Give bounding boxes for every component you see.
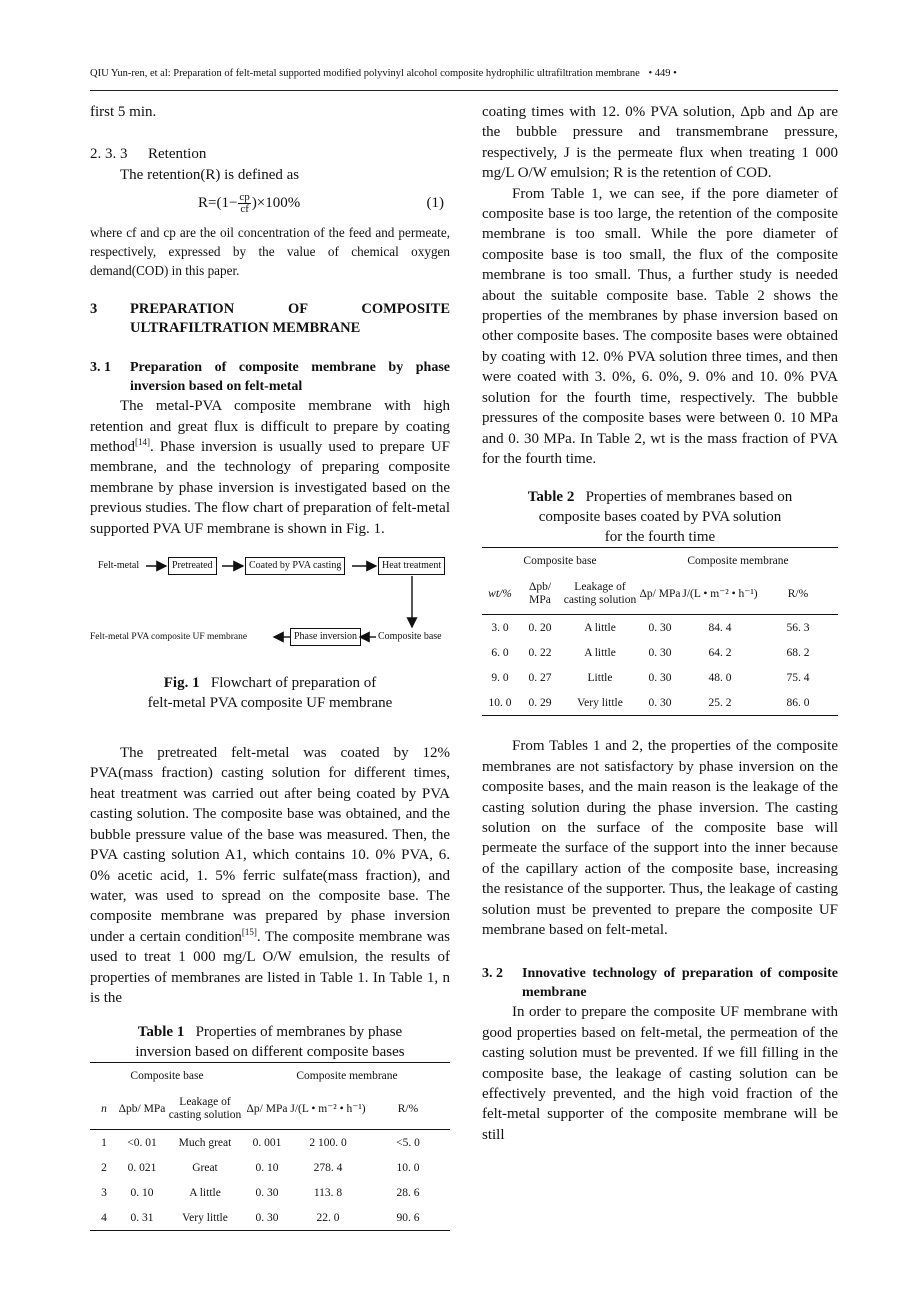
table-cell: 10. 0 <box>396 1161 420 1174</box>
column-header: Leakage of casting solution <box>563 581 637 607</box>
section-title: Retention <box>148 146 207 163</box>
text-run: . Phase inversion is usually used to prepare UF membrane, and the technology of preparing composite membrane by phase inversion is investigated based on the previous studies. The flow chart of preparation of felt-metal supported PVA UF membrane is shown in Fig. 1. <box>90 439 450 537</box>
table-cell: <0. 01 <box>127 1136 157 1149</box>
text-run: The metal-PVA composite membrane with high retention and great flux is difficult to prepare by coating method <box>90 398 450 456</box>
section-number: 3. 2 <box>482 966 503 982</box>
paragraph-retention-def: The retention(R) is defined as <box>120 166 300 183</box>
table-cell: A little <box>584 646 616 659</box>
citation: [14] <box>135 437 150 448</box>
equation-1 <box>90 187 450 219</box>
table-cell: 64. 2 <box>708 646 732 659</box>
paragraph-tables-1-2: From Tables 1 and 2, the properties of the composite membranes are not satisfactory by phase inversion on the composite bases, and the main reason is the leakage of the casting solution during the phase inversion. The casting solution on the surface of the composite base will permeate the surface of the support into the inner because of the capillary action of the composite base, increasing the resistance of the supporter. Thus, the leakage of casting solution must be prevented to prepare the composite UF membrane based on felt-metal. <box>482 738 838 938</box>
flow-step-heat-treatment: Heat treatment <box>378 557 445 575</box>
table-label: Table 1 <box>137 1024 185 1041</box>
table-cell: 0. 30 <box>648 646 672 659</box>
flow-step-pretreated: Pretreated <box>168 557 217 575</box>
column-header: R/% <box>787 587 809 600</box>
group-header: Composite base <box>130 1070 204 1083</box>
caption-line: Properties of membranes based on <box>585 489 793 506</box>
table-cell: 0. 20 <box>528 621 552 634</box>
table-cell: 25. 2 <box>708 696 732 709</box>
flow-end-label: Felt-metal PVA composite UF membrane <box>90 632 248 643</box>
column-header: Δp/ MPa <box>639 587 681 600</box>
text-run: . The composite membrane was used to treat 1 000 mg/L O/W emulsion, the results of properties of membranes are listed in Table 1. In Table 1, n is the <box>90 928 450 1006</box>
table-cell: 10. 0 <box>488 696 512 709</box>
table-cell: 278. 4 <box>313 1161 343 1174</box>
figure-1-caption <box>90 673 450 713</box>
flow-step-coated: Coated by PVA casting <box>245 557 345 575</box>
table-cell: 3 <box>101 1186 107 1199</box>
table-body <box>482 615 838 716</box>
table-row <box>90 1155 450 1180</box>
caption-line: Flowchart of preparation of <box>210 675 377 692</box>
table-2-caption <box>482 487 838 547</box>
section-3-heading <box>90 300 450 338</box>
section-2-3-3-heading <box>90 144 450 164</box>
eq-lhs: R=(1− <box>198 195 238 212</box>
section-3-2-heading <box>482 964 838 1002</box>
flow-start-label: Felt-metal <box>98 560 140 572</box>
table-label: Table 2 <box>527 489 575 506</box>
section-title: Innovative technology of preparation of composite membrane <box>522 966 838 1001</box>
table-cell: Very little <box>182 1211 228 1224</box>
table-cell: 4 <box>101 1211 107 1224</box>
column-header: Leakage of casting solution <box>168 1096 242 1122</box>
table-body <box>90 1130 450 1231</box>
table-cell: 0. 29 <box>528 696 552 709</box>
table-cell: 0. 001 <box>252 1136 282 1149</box>
table-row <box>482 615 838 641</box>
table-cell: Much great <box>178 1136 232 1149</box>
column-header: wt/% <box>488 587 512 600</box>
caption-line: inversion based on different composite bases <box>135 1044 405 1061</box>
equation-formula <box>198 192 300 215</box>
table-cell: 0. 22 <box>528 646 552 659</box>
paragraph-where: where cf and cp are the oil concentration of the feed and permeate, respectively, expressed by the value of chemical oxygen demand(COD) in this paper. <box>90 225 450 279</box>
table-cell: 0. 30 <box>648 671 672 684</box>
running-title: QIU Yun-ren, et al: Preparation of felt-metal supported modified polyvinyl alcohol composite hydrophilic ultrafiltration membrane <box>90 68 640 79</box>
table-cell: 9. 0 <box>491 671 509 684</box>
section-number: 2. 3. 3 <box>90 146 128 163</box>
right-column <box>482 102 838 1145</box>
group-header: Composite membrane <box>687 555 789 568</box>
table-cell: Little <box>587 671 613 684</box>
section-3-1-heading <box>90 358 450 396</box>
left-column <box>90 102 450 1231</box>
eq-denominator: cf <box>240 202 249 215</box>
table-cell: 90. 6 <box>396 1211 420 1224</box>
table-cell: 1 <box>101 1136 107 1149</box>
table-cell: 86. 0 <box>786 696 810 709</box>
table-cell: <5. 0 <box>396 1136 420 1149</box>
column-header: J/(L • m⁻² • h⁻¹) <box>290 1102 366 1115</box>
table-row <box>90 1130 450 1156</box>
page-number: • 449 • <box>648 68 677 79</box>
group-header: Composite membrane <box>296 1070 398 1083</box>
table-2 <box>482 547 838 716</box>
table-cell: 2 <box>101 1161 107 1174</box>
eq-rhs: )×100% <box>251 195 301 212</box>
caption-line: composite bases coated by PVA solution <box>538 509 782 526</box>
table-cell: 0. 30 <box>255 1211 279 1224</box>
caption-line: felt-metal PVA composite UF membrane <box>147 695 393 712</box>
caption-line: for the fourth time <box>604 529 716 546</box>
paragraph-table1-discussion: From Table 1, we can see, if the pore diameter of composite base is too large, the retention of the composite membrane is too small. While the pore diameter of composite base is too small, the flux of the composite membrane is too small. Thus, a further study is needed about the suitable composite base. Table 2 shows the properties of the membranes by phase inversion based on other composite bases. The composite bases were obtained by coating with 12. 0% PVA solution three times, and then were coated with 3. 0%, 6. 0%, 9. 0% and 10. 0% PVA solution for the fourth time, respectively. The bubble pressures of the composite bases were between 0. 10 MPa and 0. 30 MPa. In Table 2, wt is the mass fraction of PVA for the fourth time. <box>482 185 838 467</box>
group-header: Composite base <box>523 555 597 568</box>
table-cell: 0. 021 <box>127 1161 157 1174</box>
table-cell: Very little <box>577 696 623 709</box>
section-number: 3 <box>90 301 98 318</box>
column-header: n <box>101 1102 107 1115</box>
table-cell: 84. 4 <box>708 621 732 634</box>
table-cell: 2 100. 0 <box>309 1136 347 1149</box>
section-number: 3. 1 <box>90 360 111 376</box>
table-cell: 0. 10 <box>255 1161 279 1174</box>
table-cell: 113. 8 <box>313 1186 343 1199</box>
text-run: The pretreated felt-metal was coated by 12% PVA(mass fraction) casting solution for different times, heat treatment was carried out after being coated by PVA casting solution. The composite base was obtained, and the bubble pressure value of the base was measured. Then, the PVA casting solution A1, which contains 10. 0% PVA, 6. 0% acetic acid, 1. 5% ferric sulfate(mass fraction), and water, was used to spread on the composite base. The composite membrane was prepared by phase inversion under a certain condition <box>90 745 450 945</box>
column-header: Δpb/ MPa <box>528 581 552 607</box>
figure-label: Fig. 1 <box>163 675 200 692</box>
table-cell: 28. 6 <box>396 1186 420 1199</box>
table-cell: 56. 3 <box>786 621 810 634</box>
paragraph-first: first 5 min. <box>90 104 157 120</box>
column-header: R/% <box>397 1102 419 1115</box>
table-row <box>90 1205 450 1231</box>
header-rule <box>90 90 838 91</box>
figure-1-flowchart <box>90 555 450 673</box>
section-title: PREPARATION OF COMPOSITE ULTRAFILTRATION MEMBRANE <box>130 301 450 337</box>
flow-step-phase-inversion: Phase inversion <box>290 628 361 646</box>
caption-line: Properties of membranes by phase <box>195 1024 403 1041</box>
table-cell: Great <box>192 1161 218 1174</box>
flow-composite-base-label: Composite base <box>378 631 442 643</box>
table-row <box>482 665 838 690</box>
table-cell: 6. 0 <box>491 646 509 659</box>
table-cell: 0. 30 <box>255 1186 279 1199</box>
citation: [15] <box>241 926 257 937</box>
table-cell: 0. 30 <box>648 696 672 709</box>
section-title: Preparation of composite membrane by phase inversion based on felt-metal <box>130 360 450 395</box>
column-header: Δp/ MPa <box>246 1102 288 1115</box>
paragraph-3-2: In order to prepare the composite UF membrane with good properties based on felt-metal, the permeation of the casting solution must be prevented. If we fill filling in the composite base, the leakage of casting solution can be effectively prevented, and the high void fraction of the felt-metal supporter of the composite membrane will be still <box>482 1004 838 1143</box>
paragraph-coating: coating times with 12. 0% PVA solution, Δpb and Δp are the bubble pressure and transmembrane pressure, respectively, J is the permeate flux when treating 1 000 mg/L O/W emulsion; R is the retention of COD. <box>482 104 838 182</box>
table-1 <box>90 1062 450 1231</box>
equation-number: (1) <box>426 195 444 212</box>
paragraph-pretreated <box>90 743 450 1008</box>
table-cell: 0. 30 <box>648 621 672 634</box>
table-cell: 48. 0 <box>708 671 732 684</box>
running-header <box>90 68 838 79</box>
table-cell: 0. 31 <box>130 1211 154 1224</box>
eq-fraction <box>238 192 250 215</box>
table-row <box>90 1180 450 1205</box>
eq-numerator: cp <box>239 190 250 203</box>
table-cell: 0. 10 <box>130 1186 154 1199</box>
table-cell: 75. 4 <box>786 671 810 684</box>
column-header: Δpb/ MPa <box>118 1102 166 1115</box>
table-cell: 22. 0 <box>316 1211 340 1224</box>
table-row <box>482 640 838 665</box>
paragraph-3-1 <box>90 396 450 539</box>
table-cell: A little <box>189 1186 221 1199</box>
table-cell: 68. 2 <box>786 646 810 659</box>
column-header: J/(L • m⁻² • h⁻¹) <box>682 587 758 600</box>
table-cell: 0. 27 <box>528 671 552 684</box>
table-cell: A little <box>584 621 616 634</box>
table-row <box>482 690 838 716</box>
table-1-caption <box>90 1022 450 1062</box>
table-cell: 3. 0 <box>491 621 509 634</box>
